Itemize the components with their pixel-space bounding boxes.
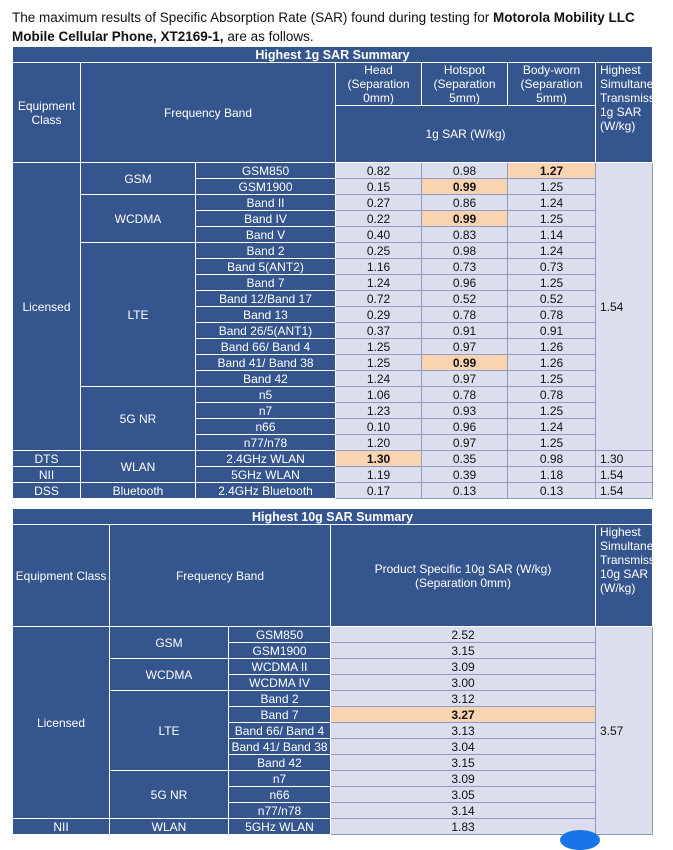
- band-name-cell: Band 66/ Band 4: [229, 723, 331, 739]
- equipment-class-cell: Licensed: [13, 163, 81, 451]
- sar-body-cell: 1.27: [508, 163, 596, 179]
- band-name-cell: Band 5(ANT2): [196, 259, 336, 275]
- sar-head-cell: 0.72: [336, 291, 422, 307]
- sar-head-cell: 1.20: [336, 435, 422, 451]
- hdr-body-worn: Body-worn (Separation 5mm): [508, 63, 596, 106]
- band-name-cell: Band V: [196, 227, 336, 243]
- sar-body-cell: 0.52: [508, 291, 596, 307]
- band-group-cell: LTE: [110, 691, 229, 771]
- band-name-cell: WCDMA II: [229, 659, 331, 675]
- sar-head-cell: 1.23: [336, 403, 422, 419]
- sar-hotspot-cell: 0.98: [422, 243, 508, 259]
- band-name-cell: n77/n78: [229, 803, 331, 819]
- table-10g-title: Highest 10g SAR Summary: [13, 509, 653, 525]
- band-group-cell: 5G NR: [81, 387, 196, 451]
- band-group-cell: 5G NR: [110, 771, 229, 819]
- sar-head-cell: 1.30: [336, 451, 422, 467]
- sar-10g-cell: 3.14: [331, 803, 596, 819]
- sar-1g-table: [12, 46, 673, 499]
- hdr-hotspot: Hotspot (Separation 5mm): [422, 63, 508, 106]
- sar-body-cell: 0.78: [508, 387, 596, 403]
- hdr-1g-unit: 1g SAR (W/kg): [336, 106, 596, 163]
- equipment-class-cell: NII: [13, 467, 81, 483]
- sar-10g-cell: 1.83: [331, 819, 596, 835]
- sar-head-cell: 1.19: [336, 467, 422, 483]
- sar-body-cell: 1.18: [508, 467, 596, 483]
- sar-head-cell: 0.17: [336, 483, 422, 499]
- simultaneous-sar-cell: 3.57: [596, 627, 653, 835]
- sar-head-cell: 1.06: [336, 387, 422, 403]
- sar-body-cell: 1.25: [508, 435, 596, 451]
- band-name-cell: n7: [229, 771, 331, 787]
- watermark-logo: [560, 830, 600, 850]
- sar-hotspot-cell: 0.97: [422, 435, 508, 451]
- band-name-cell: Band 12/Band 17: [196, 291, 336, 307]
- sar-head-cell: 0.15: [336, 179, 422, 195]
- sar-body-cell: 1.24: [508, 419, 596, 435]
- hdr-frequency-band: Frequency Band: [81, 63, 336, 163]
- band-name-cell: n66: [196, 419, 336, 435]
- sar-hotspot-cell: 0.93: [422, 403, 508, 419]
- sar-head-cell: 1.25: [336, 339, 422, 355]
- table-row: [13, 483, 653, 499]
- table-row: [13, 451, 653, 467]
- sar-head-cell: 0.40: [336, 227, 422, 243]
- hdr-equipment-class-10g: Equipment Class: [13, 525, 110, 627]
- hdr-frequency-band-10g: Frequency Band: [110, 525, 331, 627]
- sar-hotspot-cell: 0.96: [422, 275, 508, 291]
- sar-10g-cell: 3.05: [331, 787, 596, 803]
- sar-head-cell: 1.16: [336, 259, 422, 275]
- sar-body-cell: 1.25: [508, 371, 596, 387]
- band-name-cell: Band 26/5(ANT1): [196, 323, 336, 339]
- sar-10g-cell: 3.13: [331, 723, 596, 739]
- band-name-cell: n7: [196, 403, 336, 419]
- band-group-cell: WCDMA: [110, 659, 229, 691]
- sar-hotspot-cell: 0.13: [422, 483, 508, 499]
- sar-10g-cell: 3.27: [331, 707, 596, 723]
- sar-body-cell: 1.25: [508, 179, 596, 195]
- simultaneous-sar-cell: 1.54: [596, 467, 653, 483]
- band-name-cell: GSM1900: [229, 643, 331, 659]
- sar-body-cell: 1.26: [508, 339, 596, 355]
- table-row: [13, 243, 653, 259]
- sar-hotspot-cell: 0.39: [422, 467, 508, 483]
- sar-head-cell: 1.25: [336, 355, 422, 371]
- sar-body-cell: 0.91: [508, 323, 596, 339]
- hdr-simultaneous-1g: Highest Simultaneous Transmission 1g SAR (W/kg): [596, 63, 653, 163]
- intro-line-2: Mobile Cellular Phone, XT2169-1, are as follows.: [12, 29, 314, 44]
- band-name-cell: Band II: [196, 195, 336, 211]
- equipment-class-cell: NII: [13, 819, 110, 835]
- sar-hotspot-cell: 0.52: [422, 291, 508, 307]
- band-name-cell: Band 41/ Band 38: [229, 739, 331, 755]
- band-group-cell: WCDMA: [81, 195, 196, 243]
- band-name-cell: 5GHz WLAN: [229, 819, 331, 835]
- sar-hotspot-cell: 0.99: [422, 211, 508, 227]
- sar-head-cell: 1.24: [336, 371, 422, 387]
- sar-body-cell: 0.78: [508, 307, 596, 323]
- sar-head-cell: 0.29: [336, 307, 422, 323]
- sar-hotspot-cell: 0.35: [422, 451, 508, 467]
- band-group-cell: GSM: [81, 163, 196, 195]
- hdr-head: Head (Separation 0mm): [336, 63, 422, 106]
- band-group-cell: GSM: [110, 627, 229, 659]
- sar-body-cell: 1.25: [508, 403, 596, 419]
- simultaneous-sar-cell: 1.54: [596, 163, 653, 451]
- hdr-simultaneous-10g: Highest Simultaneous Transmission 10g SAR (W/kg): [596, 525, 653, 627]
- sar-body-cell: 1.24: [508, 195, 596, 211]
- sar-hotspot-cell: 0.73: [422, 259, 508, 275]
- sar-head-cell: 0.27: [336, 195, 422, 211]
- sar-body-cell: 1.25: [508, 275, 596, 291]
- sar-hotspot-cell: 0.99: [422, 179, 508, 195]
- sar-hotspot-cell: 0.78: [422, 387, 508, 403]
- table-1g-title: Highest 1g SAR Summary: [13, 47, 653, 63]
- table-row: [13, 627, 653, 643]
- sar-hotspot-cell: 0.97: [422, 371, 508, 387]
- band-group-cell: Bluetooth: [81, 483, 196, 499]
- equipment-class-cell: DSS: [13, 483, 81, 499]
- sar-10g-cell: 3.04: [331, 739, 596, 755]
- band-name-cell: 5GHz WLAN: [196, 467, 336, 483]
- sar-hotspot-cell: 0.98: [422, 163, 508, 179]
- sar-body-cell: 1.14: [508, 227, 596, 243]
- band-group-cell: WLAN: [110, 819, 229, 835]
- sar-head-cell: 0.10: [336, 419, 422, 435]
- band-name-cell: WCDMA IV: [229, 675, 331, 691]
- band-group-cell: WLAN: [81, 451, 196, 483]
- sar-10g-cell: 3.15: [331, 643, 596, 659]
- band-name-cell: Band 7: [196, 275, 336, 291]
- simultaneous-sar-cell: 1.54: [596, 483, 653, 499]
- band-name-cell: n66: [229, 787, 331, 803]
- sar-head-cell: 0.25: [336, 243, 422, 259]
- sar-body-cell: 0.13: [508, 483, 596, 499]
- band-name-cell: Band 13: [196, 307, 336, 323]
- band-name-cell: n77/n78: [196, 435, 336, 451]
- sar-10g-table: [12, 508, 673, 835]
- sar-10g-cell: 3.00: [331, 675, 596, 691]
- band-name-cell: Band 41/ Band 38: [196, 355, 336, 371]
- intro-text: [12, 8, 652, 46]
- sar-10g-cell: 3.12: [331, 691, 596, 707]
- band-name-cell: Band 2: [229, 691, 331, 707]
- band-name-cell: Band 42: [196, 371, 336, 387]
- table-row: [13, 195, 653, 211]
- sar-head-cell: 0.22: [336, 211, 422, 227]
- sar-10g-cell: 3.09: [331, 659, 596, 675]
- equipment-class-cell: Licensed: [13, 627, 110, 819]
- band-name-cell: GSM850: [196, 163, 336, 179]
- sar-head-cell: 0.37: [336, 323, 422, 339]
- sar-head-cell: 1.24: [336, 275, 422, 291]
- sar-hotspot-cell: 0.97: [422, 339, 508, 355]
- table-row: [13, 387, 653, 403]
- sar-body-cell: 1.24: [508, 243, 596, 259]
- sar-hotspot-cell: 0.86: [422, 195, 508, 211]
- hdr-equipment-class: Equipment Class: [13, 63, 81, 163]
- band-name-cell: Band 42: [229, 755, 331, 771]
- table-row: [13, 163, 653, 179]
- sar-10g-cell: 3.09: [331, 771, 596, 787]
- band-name-cell: Band 2: [196, 243, 336, 259]
- sar-body-cell: 0.73: [508, 259, 596, 275]
- sar-hotspot-cell: 0.83: [422, 227, 508, 243]
- band-name-cell: 2.4GHz WLAN: [196, 451, 336, 467]
- band-name-cell: 2.4GHz Bluetooth: [196, 483, 336, 499]
- table-row: [13, 819, 653, 835]
- simultaneous-sar-cell: 1.30: [596, 451, 653, 467]
- band-name-cell: GSM850: [229, 627, 331, 643]
- equipment-class-cell: DTS: [13, 451, 81, 467]
- sar-body-cell: 0.98: [508, 451, 596, 467]
- sar-hotspot-cell: 0.99: [422, 355, 508, 371]
- band-name-cell: Band 7: [229, 707, 331, 723]
- sar-hotspot-cell: 0.91: [422, 323, 508, 339]
- sar-10g-cell: 2.52: [331, 627, 596, 643]
- band-group-cell: LTE: [81, 243, 196, 387]
- sar-10g-cell: 3.15: [331, 755, 596, 771]
- sar-body-cell: 1.26: [508, 355, 596, 371]
- band-name-cell: Band 66/ Band 4: [196, 339, 336, 355]
- hdr-10g-sar: Product Specific 10g SAR (W/kg) (Separation 0mm): [331, 525, 596, 627]
- sar-hotspot-cell: 0.96: [422, 419, 508, 435]
- sar-body-cell: 1.25: [508, 211, 596, 227]
- band-name-cell: n5: [196, 387, 336, 403]
- band-name-cell: Band IV: [196, 211, 336, 227]
- sar-head-cell: 0.82: [336, 163, 422, 179]
- intro-line-1: The maximum results of Specific Absorption Rate (SAR) found during testing for Motorola Mobility LLC: [12, 10, 635, 25]
- band-name-cell: GSM1900: [196, 179, 336, 195]
- sar-hotspot-cell: 0.78: [422, 307, 508, 323]
